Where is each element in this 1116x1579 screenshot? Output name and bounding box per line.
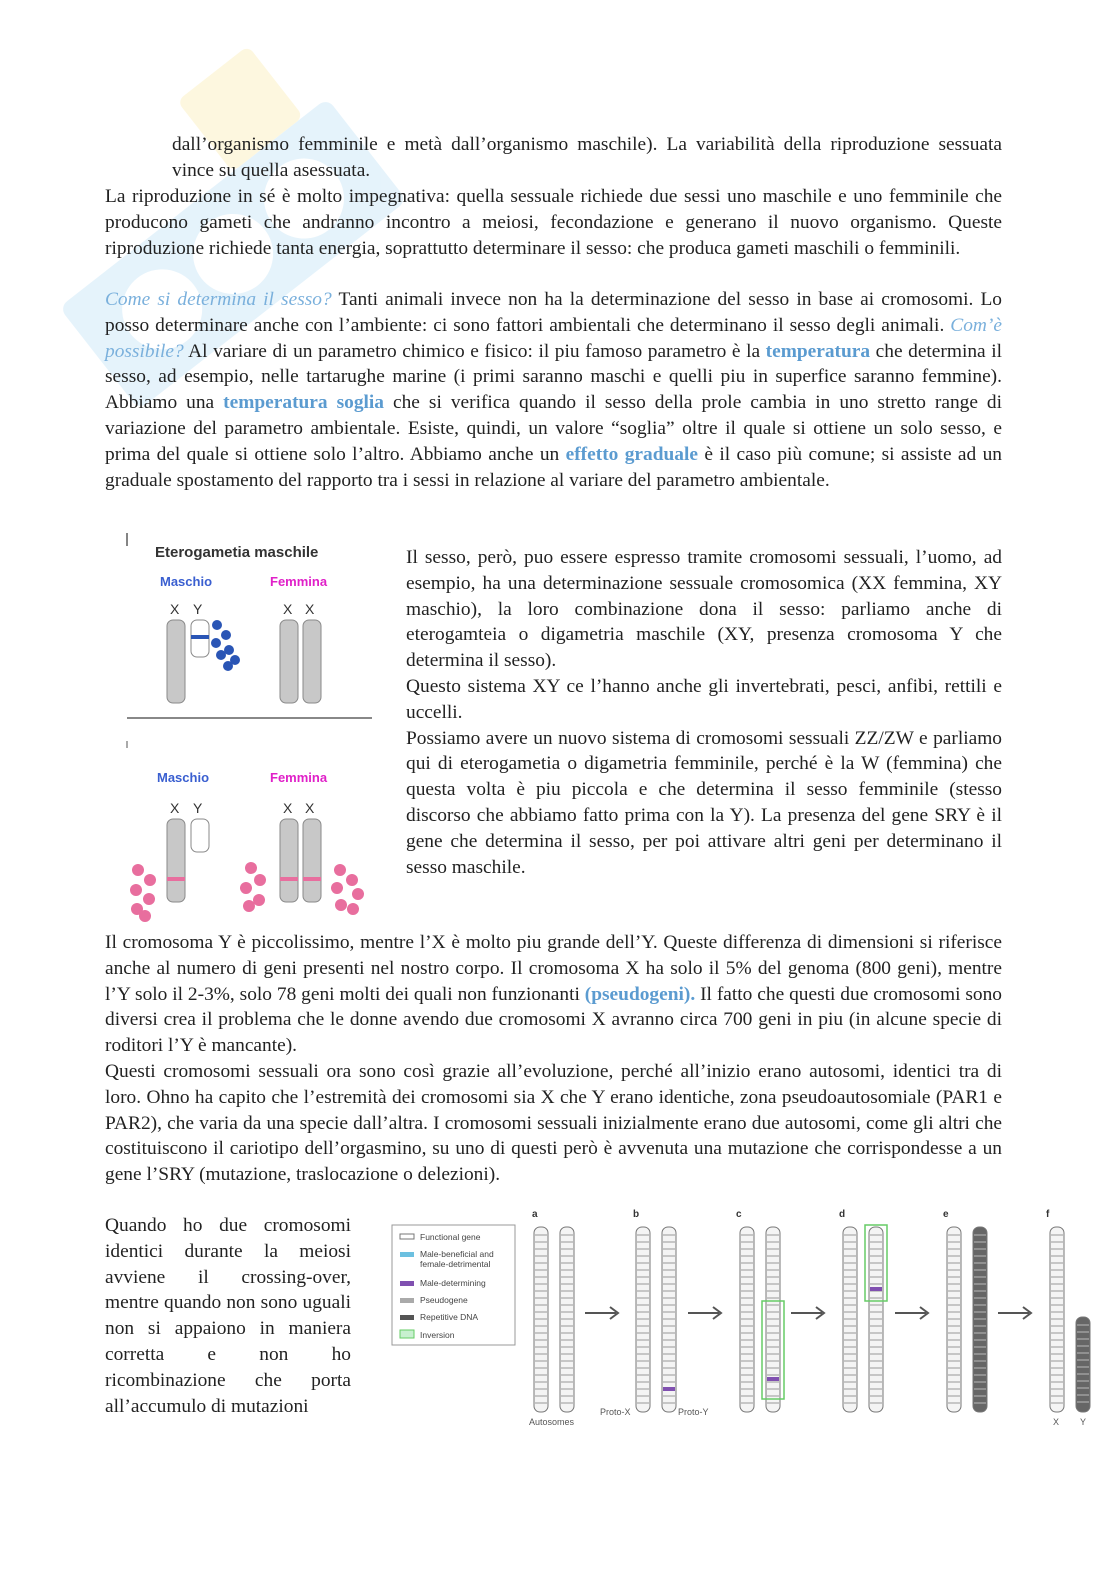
label-x: X [1053, 1417, 1060, 1427]
pink-dot [243, 900, 255, 912]
blue-dot [216, 650, 226, 660]
label-y: Y [1080, 1417, 1087, 1427]
paragraph-7-part-2: Il fatto che questi due cromosomi sono diversi crea il problema che le donne avendo due cromosomi X avranno circa 700 geni in piu (in alcune specie di roditori l’Y è mancante). [105, 983, 1002, 1057]
paragraph-9 [105, 1213, 351, 1419]
arrow-icon [895, 1307, 928, 1319]
pink-dot [331, 882, 343, 894]
bottom-male-y-label: Y [193, 800, 203, 816]
bottom-female-x2-chromosome [303, 819, 321, 902]
keyword-pseudogeni: (pseudogeni). [584, 983, 696, 1005]
label-proto-y: Proto-Y [678, 1407, 709, 1417]
pink-dot [240, 882, 252, 894]
pink-dot [139, 910, 151, 922]
bottom-female-x1-chromosome [280, 819, 298, 902]
figure-title: Eterogametia maschile [155, 544, 319, 561]
top-male-y-label: Y [193, 601, 203, 617]
paragraph-1-text: dall’organismo femminile e metà dall’organismo maschile). La variabilità della riproduzione sessuata vince su quella asessuata. [172, 134, 1002, 181]
paragraph-6-text: Possiamo avere un nuovo sistema di cromosomi sessuali ZZ/ZW e parliamo qui di eterogametia o digametria femminile, perché è la W (femmina) che questa volta è piu piccola e che determina il sesso femminile (stesso discorso che abbiamo fatto prima con la Y). La presenza del gene SRY è il gene che determina il sesso, per poi attivare altri geni per determinano il sesso maschile. [406, 727, 1002, 878]
paragraph-3 [105, 287, 1002, 493]
arrow-icon [791, 1307, 824, 1319]
heterogametia-figure [120, 528, 382, 928]
chromosome [1076, 1317, 1090, 1412]
top-female-label: Femmina [270, 574, 328, 589]
pink-dot [254, 874, 266, 886]
question-how-sex-determined: Come si determina il sesso? [105, 289, 332, 310]
panel-label-e: e [943, 1209, 949, 1220]
panel-label-b: b [633, 1209, 640, 1220]
pink-dot [144, 874, 156, 886]
paragraph-9-text: Quando ho due cromosomi identici durante la meiosi avviene il crossing-over, mentre quando non sono uguali non si appaiono in maniera corretta e non ho ricombinazione che porta all’accumulo di mutazioni [105, 1215, 351, 1417]
paragraph-5-text: Questo sistema XY ce l’hanno anche gli invertebrati, pesci, anfibi, rettili e uccelli. [406, 675, 1002, 723]
bottom-male-y-chromosome [191, 819, 209, 852]
blue-dot [223, 661, 233, 671]
paragraph-7 [105, 930, 1002, 1059]
legend-swatch-male-determining [400, 1281, 414, 1286]
right-column-text [406, 545, 1002, 880]
top-male-x-label: X [170, 601, 180, 617]
legend-swatch-male-beneficial [400, 1252, 414, 1257]
pink-dot [334, 864, 346, 876]
bottom-male-x-label: X [170, 800, 180, 816]
legend-functional-gene: Functional gene [420, 1232, 481, 1242]
paragraph-8-text: Questi cromosomi sessuali ora sono così grazie all’evoluzione, perché all’inizio erano autosomi, identici tra di loro. Ohno ha capito che l’estremità dei cromosomi sia X che Y erano identiche, zona pseudoautosomiale (PAR1 e PAR2), che varia da una specie dall’altra. I cromosomi sessuali inizialmente erano due autosomi, come gli altri che costituiscono il cariotipo dell’orgasmino, su uno di questi però è avvenuta una mutazione che corrispondesse a un gene l’SRY (mutazione, traslocazione o delezioni). [105, 1061, 1002, 1186]
paragraph-7-part-1: Il cromosoma Y è piccolissimo, mentre l’X è molto piu grande dell’Y. Queste differenza di dimensioni si riferisce anche al numero di geni presenti nel nostro corpo. Il cromosoma X ha solo il 5% del genoma (800 geni), mentre l’Y solo il 2-3%, solo 78 geni molti dei quali non funzionanti [105, 932, 1002, 1005]
blue-dot [211, 638, 221, 648]
top-male-label: Maschio [160, 574, 213, 589]
keyword-temperatura-soglia: temperatura soglia [223, 392, 385, 414]
legend-male-determining: Male-determining [420, 1278, 486, 1288]
keyword-effetto-graduale: effetto graduale [565, 443, 698, 465]
bottom-female-x1-band [280, 877, 298, 881]
label-proto-x: Proto-X [600, 1407, 631, 1417]
paragraph-3-part-4: che si verifica quando il sesso della prole cambia in uno stretto range di variazione del parametro ambientale. Esiste, quindi, un valore “soglia” oltre il quale si ottiene un solo sesso, e prima del quale si ottiene solo l’altro. Abbiamo anche un [105, 392, 1003, 465]
bottom-female-label: Femmina [270, 770, 328, 785]
panel-label-c: c [736, 1209, 742, 1220]
pink-dot [245, 862, 257, 874]
male-determining-band [767, 1377, 779, 1381]
panel-label-a: a [532, 1209, 538, 1220]
paragraph-3-part-5: è il caso più comune; si assiste ad un graduale spostamento del rapporto tra i sessi in relazione al variare del parametro ambientale. [105, 443, 1002, 491]
paragraph-3-text [105, 287, 1002, 493]
panel-label-d: d [839, 1209, 846, 1220]
legend-repetitive-dna: Repetitive DNA [420, 1312, 479, 1322]
paragraph-7-text [105, 930, 1002, 1059]
paragraph-3-part-2: Al variare di un parametro chimico e fisico: il piu famoso parametro è la [183, 340, 766, 362]
pink-dot [346, 874, 358, 886]
arrow-icon [998, 1307, 1031, 1319]
top-male-sry-band [191, 635, 209, 639]
paragraph-2 [105, 184, 1002, 261]
arrow-icon [585, 1307, 618, 1319]
pink-dot [132, 864, 144, 876]
paragraph-4-text: Il sesso, però, puo essere espresso tramite cromosomi sessuali, l’uomo, ad esempio, ha una determinazione sessuale cromosomica (XX femmina, XY maschio), la loro combinazione dona il sesso: parliamo anche di eterogamteia o digametria maschile (XY, presenza cromosoma Y che determina il sesso). [406, 547, 1002, 672]
pink-dot [347, 903, 359, 915]
bottom-female-x2-label: X [305, 800, 315, 816]
legend-swatch-inversion [400, 1330, 414, 1338]
question-how-possible: Com’è possibile? [105, 314, 1002, 362]
top-female-x2-chromosome [303, 620, 321, 703]
blue-dot [212, 620, 222, 630]
chromosome-group [534, 1227, 1090, 1412]
pink-dot [143, 893, 155, 905]
bottom-female-x1-label: X [283, 800, 293, 816]
legend-male-beneficial: Male-beneficial and female-detrimental [420, 1249, 494, 1269]
top-female-x1-chromosome [280, 620, 298, 703]
arrow-icon [688, 1307, 721, 1319]
male-determining-band [870, 1287, 882, 1291]
keyword-temperatura: temperatura [765, 340, 871, 362]
male-determining-band [663, 1387, 675, 1391]
pink-dot [352, 888, 364, 900]
paragraph-1 [172, 132, 1002, 184]
bottom-female-x2-band [303, 877, 321, 881]
paragraph-8 [105, 1059, 1002, 1188]
pink-dot [130, 884, 142, 896]
paragraph-3-part-3: che determina il sesso, ad esempio, nelle tartarughe marine (i primi saranno maschi e quelli piu in superfice saranno femmine). Abbiamo una [105, 340, 1002, 414]
bottom-male-x-chromosome [167, 819, 185, 902]
pink-dot [335, 899, 347, 911]
paragraph-3-part-1: Tanti animali invece non ha la determinazione del sesso in base ai cromosomi. Lo posso determinare anche con l’ambiente: ci sono fattori ambientali che determinano il sesso degli animali. [105, 289, 1002, 336]
label-autosomes: Autosomes [529, 1417, 575, 1427]
paragraph-2-text: La riproduzione in sé è molto impegnativa: quella sessuale richiede due sessi uno maschile e uno femminile che producono gameti che andranno incontro a meiosi, fecondazione e generano il nuovo organismo. Queste riproduzione richiede tanta energia, soprattutto determinare il sesso: che produca gameti maschili o femminili. [105, 186, 1002, 259]
arrows [585, 1307, 1031, 1319]
legend-swatch-repetitive-dna [400, 1315, 414, 1320]
legend-pseudogene: Pseudogene [420, 1295, 468, 1305]
pink-dot [253, 894, 265, 906]
top-female-x2-label: X [305, 601, 315, 617]
legend-swatch-pseudogene [400, 1298, 414, 1303]
panel-label-f: f [1046, 1209, 1050, 1220]
top-female-x1-label: X [283, 601, 293, 617]
sex-chromosome-evolution-figure [388, 1205, 1100, 1430]
legend-swatch-functional-gene [400, 1234, 414, 1239]
bottom-male-label: Maschio [157, 770, 210, 785]
blue-dot [221, 630, 231, 640]
top-male-x-chromosome [167, 620, 185, 703]
bottom-male-x-band [167, 877, 185, 881]
legend-inversion: Inversion [420, 1330, 455, 1340]
